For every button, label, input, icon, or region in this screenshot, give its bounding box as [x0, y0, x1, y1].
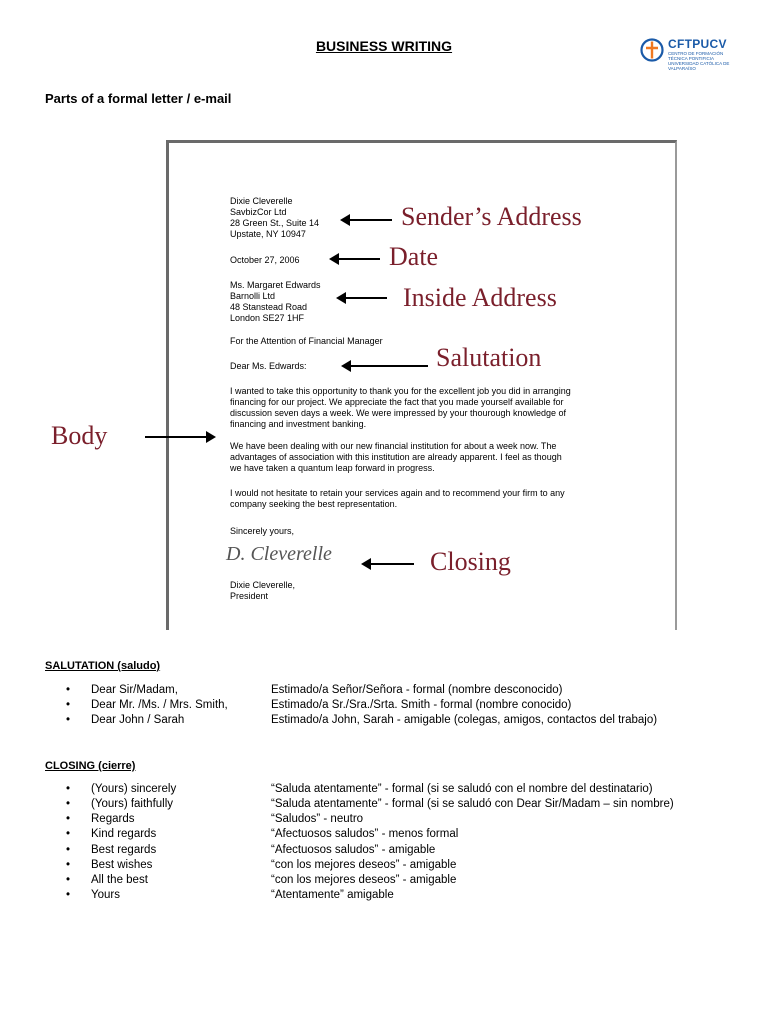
letter-attention-line: For the Attention of Financial Manager: [230, 336, 383, 346]
page-title: BUSINESS WRITING: [315, 38, 453, 54]
body-line: advantages of association with this institution are already apparent. I feel as though: [230, 452, 562, 462]
bullet-icon: •: [66, 813, 71, 825]
bullet-icon: •: [66, 699, 71, 711]
body-line: I would not hesitate to retain your services again and to recommend your firm to any: [230, 488, 565, 498]
closing-description: “Saludos” - neutro: [271, 813, 364, 825]
bullet-icon: •: [66, 714, 71, 726]
date-arrow-icon: [338, 258, 380, 260]
recipient-company: Barnolli Ltd: [230, 291, 276, 301]
annotation-closing: Closing: [430, 547, 511, 576]
logo-text: CFTPUCV: [668, 37, 727, 51]
closing-description: “Saluda atentamente” - formal (si se saludó con el nombre del destinatario): [271, 783, 653, 795]
letter-body-paragraph-1: [230, 386, 571, 430]
bullet-icon: •: [66, 844, 71, 856]
annotation-date: Date: [389, 242, 439, 271]
body-line: We have been dealing with our new financial institution for about a week now. The: [230, 441, 557, 451]
letter-date: October 27, 2006: [230, 255, 300, 265]
closing-term: Kind regards: [91, 828, 157, 840]
inside-address-block: [230, 280, 321, 324]
bullet-icon: •: [66, 684, 71, 696]
closing-term: Regards: [91, 813, 135, 825]
salutation-description: Estimado/a Sr./Sra./Srta. Smith - formal (nombre conocido): [271, 699, 572, 711]
body-line: company seeking the best representation.: [230, 499, 398, 509]
cftpucv-logo: [640, 36, 740, 71]
closing-section-title: CLOSING (cierre): [45, 760, 136, 772]
bullet-icon: •: [66, 828, 71, 840]
salutation-term: Dear Sir/Madam,: [91, 684, 178, 696]
body-line: financing for our project. We appreciate the fact that you made yourself available for: [230, 397, 564, 407]
letter-closing: Sincerely yours,: [230, 526, 295, 536]
closing-term: Best regards: [91, 844, 157, 856]
closing-term: Yours: [91, 889, 120, 901]
salutation-arrow-icon: [350, 365, 428, 367]
list-item: [0, 683, 768, 698]
annotation-inside-address: Inside Address: [403, 283, 557, 312]
bullet-icon: •: [66, 889, 71, 901]
recipient-name: Ms. Margaret Edwards: [230, 280, 321, 290]
signoff-title: President: [230, 591, 269, 601]
list-item: [0, 858, 768, 873]
signoff-name: Dixie Cleverelle,: [230, 580, 296, 590]
list-item: [0, 698, 768, 713]
list-item: [0, 827, 768, 842]
bullet-icon: •: [66, 874, 71, 886]
closing-description: “Afectuosos saludos” - menos formal: [271, 828, 459, 840]
list-item: [0, 888, 768, 903]
letter-salutation: Dear Ms. Edwards:: [230, 361, 307, 371]
recipient-street: 48 Stanstead Road: [230, 302, 308, 312]
list-item: [0, 873, 768, 888]
salutation-description: Estimado/a John, Sarah - amigable (colegas, amigos, contactos del trabajo): [271, 714, 658, 726]
sender-arrow-icon: [349, 219, 392, 221]
sender-address-block: [230, 196, 319, 240]
closing-arrow-icon: [370, 563, 414, 565]
salutation-description: Estimado/a Señor/Señora - formal (nombre desconocido): [271, 684, 563, 696]
annotation-body: Body: [51, 421, 108, 450]
sender-company: SavbizCor Ltd: [230, 207, 287, 217]
letter-signoff: [230, 580, 295, 602]
inside-address-arrow-icon: [345, 297, 387, 299]
closing-term: All the best: [91, 874, 148, 886]
closing-description: “con los mejores deseos” - amigable: [271, 859, 457, 871]
closing-term: (Yours) sincerely: [91, 783, 177, 795]
list-item: [0, 713, 768, 728]
logo-emblem-icon: [640, 38, 664, 62]
closing-description: “Atentamente” amigable: [271, 889, 394, 901]
section-subtitle: Parts of a formal letter / e-mail: [45, 91, 232, 106]
bullet-icon: •: [66, 783, 71, 795]
closing-term: (Yours) faithfully: [91, 798, 174, 810]
list-item: [0, 797, 768, 812]
letter-body-paragraph-3: [230, 488, 565, 510]
handwritten-signature: D. Cleverelle: [226, 543, 332, 565]
bullet-icon: •: [66, 798, 71, 810]
sender-name: Dixie Cleverelle: [230, 196, 293, 206]
sender-street: 28 Green St., Suite 14: [230, 218, 320, 228]
body-line: financing and investment banking.: [230, 419, 367, 429]
letter-body-paragraph-2: [230, 441, 562, 474]
body-line: we have taken a quantum leap forward in progress.: [230, 463, 435, 473]
annotation-salutation: Salutation: [436, 343, 542, 372]
bullet-icon: •: [66, 859, 71, 871]
list-item: [0, 843, 768, 858]
closing-description: “Saluda atentamente” - formal (si se saludó con Dear Sir/Madam – sin nombre): [271, 798, 674, 810]
body-line: discussion seven days a week. We were impressed by your thourough knowledge of: [230, 408, 567, 418]
list-item: [0, 812, 768, 827]
closing-term: Best wishes: [91, 859, 153, 871]
closing-description: “Afectuosos saludos” - amigable: [271, 844, 436, 856]
salutation-term: Dear John / Sarah: [91, 714, 185, 726]
list-item: [0, 782, 768, 797]
sender-city: Upstate, NY 10947: [230, 229, 306, 239]
body-line: I wanted to take this opportunity to thank you for the excellent job you did in arranging: [230, 386, 571, 396]
closing-description: “con los mejores deseos” - amigable: [271, 874, 457, 886]
salutation-section-title: SALUTATION (saludo): [45, 660, 161, 672]
annotation-sender-address: Sender’s Address: [401, 202, 582, 231]
body-arrow-icon: [145, 436, 207, 438]
recipient-city: London SE27 1HF: [230, 313, 305, 323]
salutation-term: Dear Mr. /Ms. / Mrs. Smith,: [91, 699, 228, 711]
logo-subtext: CENTRO DE FORMACIÓN TÉCNICA PONTIFICIA UNIVERSIDAD CATÓLICA DE VALPARAÍSO: [668, 51, 730, 71]
